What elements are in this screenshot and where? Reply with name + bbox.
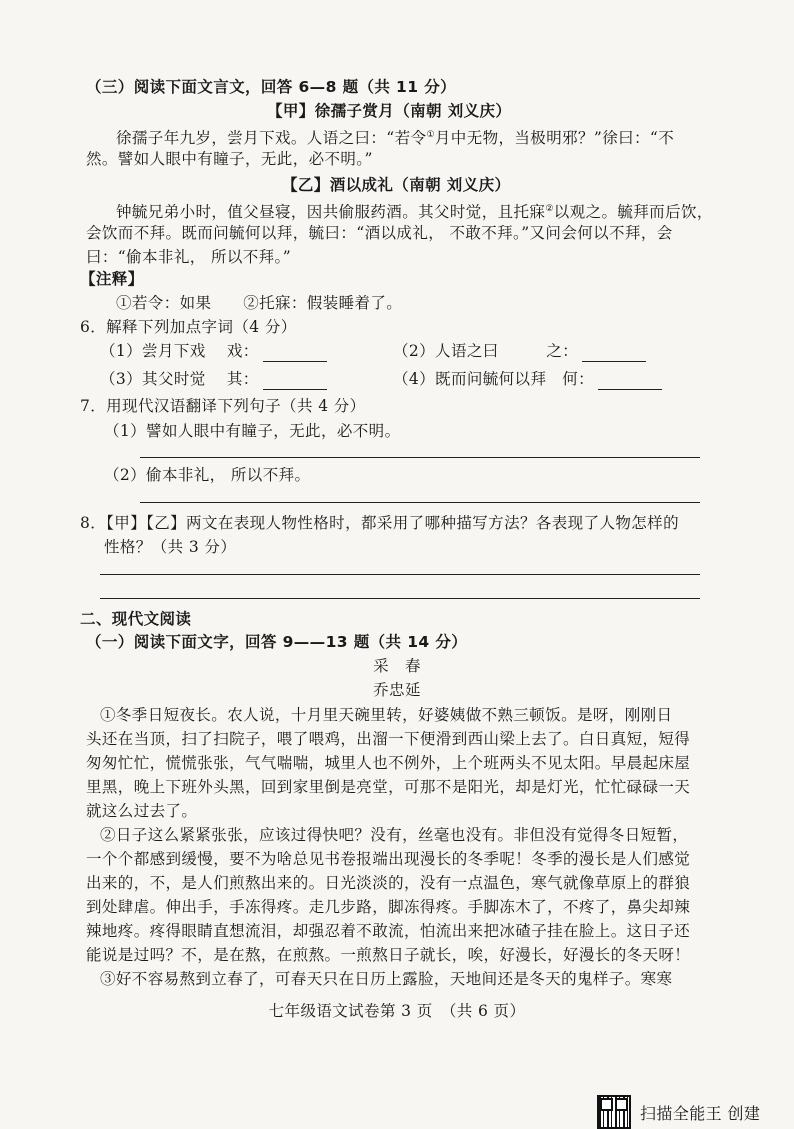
scanner-watermark: 扫描全能王 创建 bbox=[640, 1104, 761, 1123]
text-a-title: 【甲】徐孺子赏月（南朝 刘义庆） bbox=[267, 102, 512, 120]
text-b-line-1: 钟毓兄弟小时，值父昼寝，因共偷服药酒。其父时觉，且托寐②以观之。毓拜而后饮， bbox=[116, 203, 713, 222]
para-2-line: 辣地疼。疼得眼睛直想流泪，却强忍着不敢流，怕流出来把冰碴子挂在脸上。这日子还 bbox=[86, 922, 691, 940]
page-footer: 七年级语文试卷第 3 页 （共 6 页） bbox=[268, 1002, 526, 1020]
para-1-line: 匆匆忙忙，慌慌张张，气气喘喘，城里人也不例外，上个班两头不见太阳。早晨起床屋 bbox=[86, 754, 691, 772]
para-1-line: 里黑，晚上下班外头黑，回到家里倒是亮堂，可那不是阳光，却是灯光，忙忙碌碌一天 bbox=[86, 778, 691, 796]
q7-stem: 7．用现代汉语翻译下列句子（共 4 分） bbox=[80, 397, 366, 415]
part2-subheading: （一）阅读下面文字，回答 9——13 题（共 14 分） bbox=[86, 633, 468, 651]
para-1-line: 头还在当顶，扫了扫院子，喂了喂鸡，出溜一下便滑到西山梁上去了。白日真短，短得 bbox=[86, 730, 691, 748]
q6-item-4: （4）既而问毓何以拜 何： bbox=[393, 368, 662, 390]
para-1-line: 就这么过去了。 bbox=[86, 802, 198, 820]
q8-answer-line-2[interactable] bbox=[100, 598, 700, 599]
para-2-line: 一个个都感到缓慢，要不为啥总见书卷报端出现漫长的冬季呢！冬季的漫长是人们感觉 bbox=[86, 850, 691, 868]
q6-answer-blank-1[interactable] bbox=[263, 345, 327, 362]
q7-item-2: （2）偷本非礼， 所以不拜。 bbox=[104, 466, 311, 484]
para-2-line: 到处肆虐。伸出手，手冻得疼。走几步路，脚冻得疼。手脚冻木了，不疼了，鼻尖却辣 bbox=[86, 898, 691, 916]
q8-answer-line-1[interactable] bbox=[100, 574, 700, 575]
q8-line-2: 性格？（共 3 分） bbox=[104, 538, 237, 556]
text-b-line-3: 曰：“偷本非礼， 所以不拜。” bbox=[86, 248, 292, 266]
para-2-line: 能说是过吗？不，是在熬，在煎熬。一煎熬日子就长，唉，好漫长，好漫长的冬天呀！ bbox=[86, 946, 691, 964]
para-1-line: ①冬季日短夜长。农人说，十月里天碗里转，好婆姨做不熟三顿饭。是呀，刚刚日 bbox=[100, 706, 673, 724]
q6-item-1: （1）尝月下戏 戏： bbox=[100, 340, 327, 362]
q6-item-3: （3）其父时觉 其： bbox=[100, 368, 327, 390]
q6-answer-blank-2[interactable] bbox=[582, 345, 646, 362]
para-3-line: ③好不容易熬到立春了，可春天只在日历上露脸，天地间还是冬天的鬼样子。寒寒 bbox=[100, 970, 673, 988]
q7-answer-line-1[interactable] bbox=[140, 457, 700, 458]
text-b-line-2: 会饮而不拜。既而问毓何以拜，毓曰：“酒以成礼， 不敢不拜。”又问会何以不拜，会 bbox=[86, 224, 673, 242]
notes-title: 【注释】 bbox=[80, 270, 144, 288]
para-2-line: 出来的，不，是人们煎熬出来的。日光淡淡的，没有一点温色，寒气就像草原上的群狼 bbox=[86, 874, 691, 892]
notes-body: ①若令：如果 ②托寐：假装睡着了。 bbox=[116, 294, 403, 312]
q6-answer-blank-4[interactable] bbox=[598, 373, 662, 390]
article-author: 乔忠延 bbox=[373, 681, 421, 699]
para-2-line: ②日子这么紧紧张张，应该过得快吧？没有，丝毫也没有。非但没有觉得冬日短暂， bbox=[100, 826, 689, 844]
text-a-line-1: 徐孺子年九岁，尝月下戏。人语之曰：“若令①月中无物，当极明邪？”徐曰：“不 bbox=[116, 129, 675, 148]
q6-item-2: （2）人语之曰 之： bbox=[393, 340, 646, 362]
q7-answer-line-2[interactable] bbox=[140, 502, 700, 503]
text-a-line-2: 然。譬如人眼中有瞳子，无此，必不明。” bbox=[86, 150, 373, 168]
q7-item-1: （1）譬如人眼中有瞳子，无此，必不明。 bbox=[104, 422, 401, 440]
q8-line-1: 8．【甲】【乙】两文在表现人物性格时，都采用了哪种描写方法？各表现了人物怎样的 bbox=[80, 514, 679, 532]
q6-answer-blank-3[interactable] bbox=[263, 373, 327, 390]
q6-stem: 6．解释下列加点字词（4 分） bbox=[80, 318, 297, 336]
article-title: 采 春 bbox=[373, 657, 421, 675]
section3-heading: （三）阅读下面文言文，回答 6—8 题（共 11 分） bbox=[86, 78, 457, 96]
text-b-title: 【乙】酒以成礼（南朝 刘义庆） bbox=[282, 176, 511, 194]
part2-heading: 二、现代文阅读 bbox=[80, 610, 192, 628]
